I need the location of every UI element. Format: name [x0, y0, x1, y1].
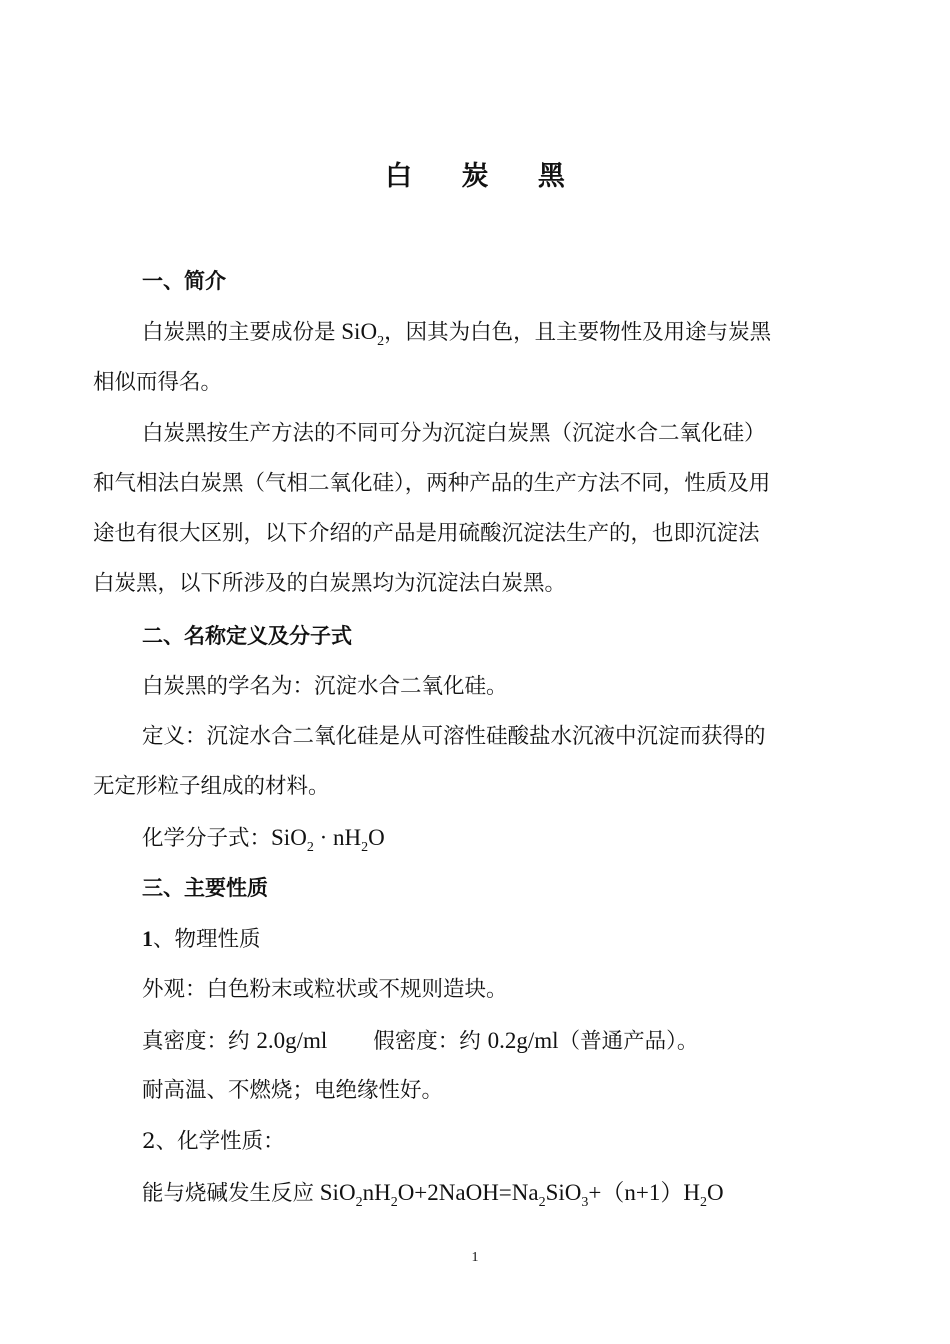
- density: 真密度：约 2.0g/ml 假密度：约 0.2g/ml（普通产品）。: [142, 1028, 699, 1054]
- intro-paragraph-2-line-1: 白炭黑按生产方法的不同可分为沉淀白炭黑（沉淀水合二氧化硅）: [142, 421, 766, 446]
- intro-paragraph-2-line-2: 和气相法白炭黑（气相二氧化硅），两种产品的生产方法不同，性质及用: [93, 471, 771, 496]
- formula-sio2-nh2o: $SiO_2 \cdot nH_2O$: [271, 825, 385, 855]
- formula-sio2: SiO$_2$: [341, 319, 385, 349]
- document-title: 白 炭 黑: [385, 161, 585, 192]
- intro-paragraph-2-line-4: 白炭黑，以下所涉及的白炭黑均为沉淀法白炭黑。: [93, 571, 567, 596]
- heat-resistance: 耐高温、不燃烧；电绝缘性好。: [142, 1078, 444, 1103]
- section-heading-definition: 二、名称定义及分子式: [142, 624, 352, 648]
- intro-paragraph-1-line-1: 白炭黑的主要成份是 SiO$_2$，因其为白色，且主要物性及用途与炭黑: [142, 319, 772, 349]
- reaction-equation: $SiO_2nH_2O+2NaOH=Na_2SiO_3+(n+1)H_2O$: [319, 1180, 724, 1210]
- appearance: 外观：白色粉末或粒状或不规则造块。: [142, 977, 508, 1002]
- definition-line-1: 定义：沉淀水合二氧化硅是从可溶性硅酸盐水沉液中沉淀而获得的: [142, 724, 766, 749]
- definition-line-2: 无定形粒子组成的材料。: [93, 774, 330, 799]
- section-heading-intro: 一、简介: [142, 269, 226, 293]
- reaction-line: 能与烧碱发生反应 $SiO_2nH_2O+2NaOH=Na_2SiO_3+(n+1)H_2O$: [142, 1180, 724, 1210]
- molecular-formula: 化学分子式：$SiO_2 \cdot nH_2O$: [142, 825, 385, 855]
- intro-paragraph-1-line-2: 相似而得名。: [93, 370, 223, 395]
- intro-paragraph-2-line-3: 途也有很大区别，以下介绍的产品是用硫酸沉淀法生产的，也即沉淀法: [93, 521, 760, 546]
- scientific-name: 白炭黑的学名为：沉淀水合二氧化硅。: [142, 674, 508, 699]
- section-heading-properties: 三、主要性质: [142, 876, 268, 900]
- subheading-physical-properties: 1、物理性质: [142, 926, 261, 952]
- page-number: 1: [471, 1250, 479, 1265]
- subheading-chemical-properties: 2、化学性质：: [142, 1129, 285, 1154]
